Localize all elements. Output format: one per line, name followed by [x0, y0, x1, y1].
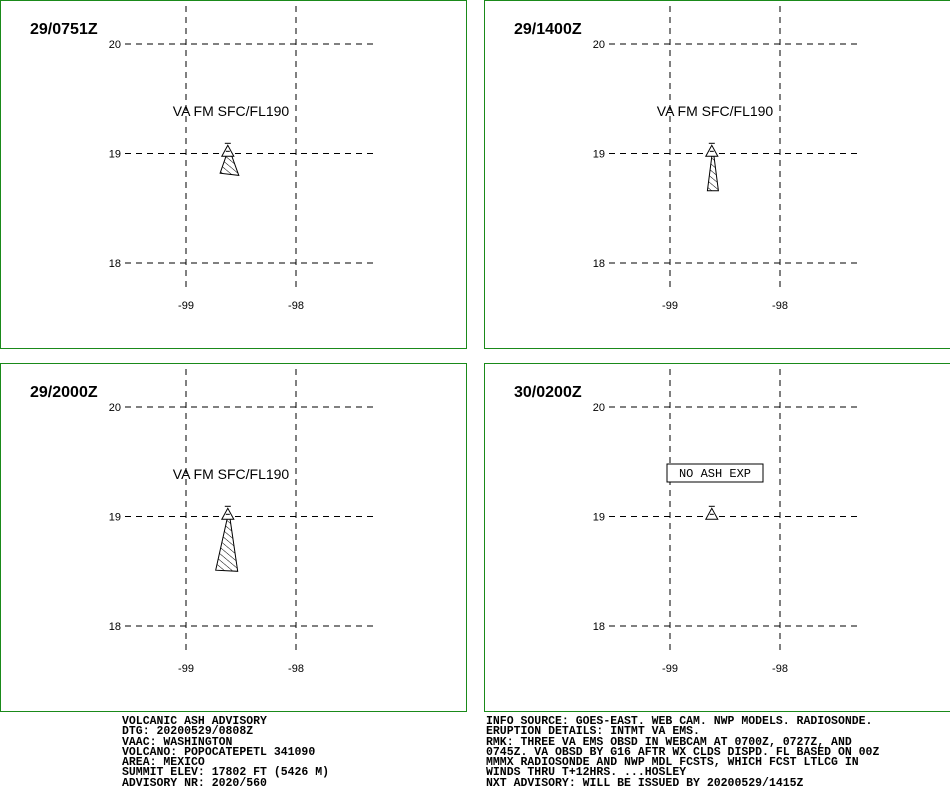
volcano-icon	[706, 506, 718, 519]
lat-tick-label: 20	[108, 402, 121, 414]
lon-tick-label: -99	[662, 300, 678, 312]
va-altitude-label: VA FM SFC/FL190	[172, 466, 290, 482]
lon-tick-label: -98	[288, 663, 304, 675]
volcano-icon	[222, 506, 234, 519]
lat-tick-label: 20	[592, 39, 605, 51]
va-altitude-label: VA FM SFC/FL190	[656, 103, 774, 119]
lon-tick-label: -98	[288, 300, 304, 312]
advisory-left-line: ADVISORY NR: 2020/560	[122, 776, 267, 790]
advisory-left-line: DTG: 20200529/0808Z	[122, 725, 254, 739]
advisory-right-line: NXT ADVISORY: WILL BE ISSUED BY 20200529/1415Z	[486, 776, 804, 790]
lat-tick-label: 19	[592, 511, 605, 524]
advisory-left-line: AREA: MEXICO	[122, 756, 205, 770]
lat-tick-label: 18	[108, 621, 121, 633]
lat-tick-label: 20	[592, 402, 605, 414]
advisory-header-text	[122, 717, 329, 789]
advisory-right-line: INFO SOURCE: GOES-EAST. WEB CAM. NWP MODELS. RADIOSONDE.	[486, 715, 873, 728]
lon-tick-label: -99	[662, 663, 678, 675]
volcano-icon	[222, 143, 234, 156]
advisory-right-line: WINDS THRU T+12HRS. ...HOSLEY	[486, 766, 687, 780]
lat-tick-label: 18	[592, 621, 605, 633]
advisory-left-line: VOLCANO: POPOCATEPETL 341090	[122, 745, 316, 759]
map-panel-2	[485, 1, 950, 349]
advisory-right-line: MMMX RADIOSONDE AND NWP MDL FCSTS, WHICH FCST LTLCG IN	[486, 756, 859, 770]
advisory-right-line: ERUPTION DETAILS: INTMT VA EMS.	[486, 725, 700, 739]
lon-tick-label: -98	[772, 300, 788, 312]
ash-cloud-polygon	[216, 511, 238, 571]
lat-tick-label: 19	[592, 148, 605, 161]
advisory-right-line: 0745Z. VA OBSD BY G16 AFTR WX CLDS DISPD. FL BASED ON 00Z	[486, 745, 880, 759]
lon-tick-label: -98	[772, 663, 788, 675]
lon-tick-label: -99	[178, 300, 194, 312]
valid-time-label: 29/0751Z	[30, 21, 98, 38]
volcano-icon	[706, 143, 718, 156]
lat-tick-label: 19	[108, 148, 121, 161]
advisory-remarks-text	[486, 717, 879, 789]
advisory-left-line: VOLCANIC ASH ADVISORY	[122, 715, 267, 728]
map-panel-4	[485, 364, 950, 712]
advisory-left-line: VAAC: WASHINGTON	[122, 735, 233, 749]
valid-time-label: 29/2000Z	[30, 384, 98, 401]
advisory-right-line: RMK: THREE VA EMS OBSD IN WEBCAM AT 0700Z, 0727Z, AND	[486, 735, 852, 749]
lat-tick-label: 20	[108, 39, 121, 51]
map-panel-3	[1, 364, 467, 712]
va-altitude-label: VA FM SFC/FL190	[172, 103, 290, 119]
panel-frame	[1, 364, 467, 712]
panel-frame	[485, 364, 950, 712]
lon-tick-label: -99	[178, 663, 194, 675]
valid-time-label: 30/0200Z	[514, 384, 582, 401]
lat-tick-label: 18	[592, 258, 605, 270]
advisory-left-line: SUMMIT ELEV: 17802 FT (5426 M)	[122, 766, 330, 780]
map-panel-1	[1, 1, 467, 349]
lat-tick-label: 18	[108, 258, 121, 270]
no-ash-label	[667, 464, 763, 482]
panel-frame	[485, 1, 950, 349]
lat-tick-label: 19	[108, 511, 121, 524]
svg-text:NO ASH EXP: NO ASH EXP	[678, 467, 752, 481]
valid-time-label: 29/1400Z	[514, 21, 582, 38]
